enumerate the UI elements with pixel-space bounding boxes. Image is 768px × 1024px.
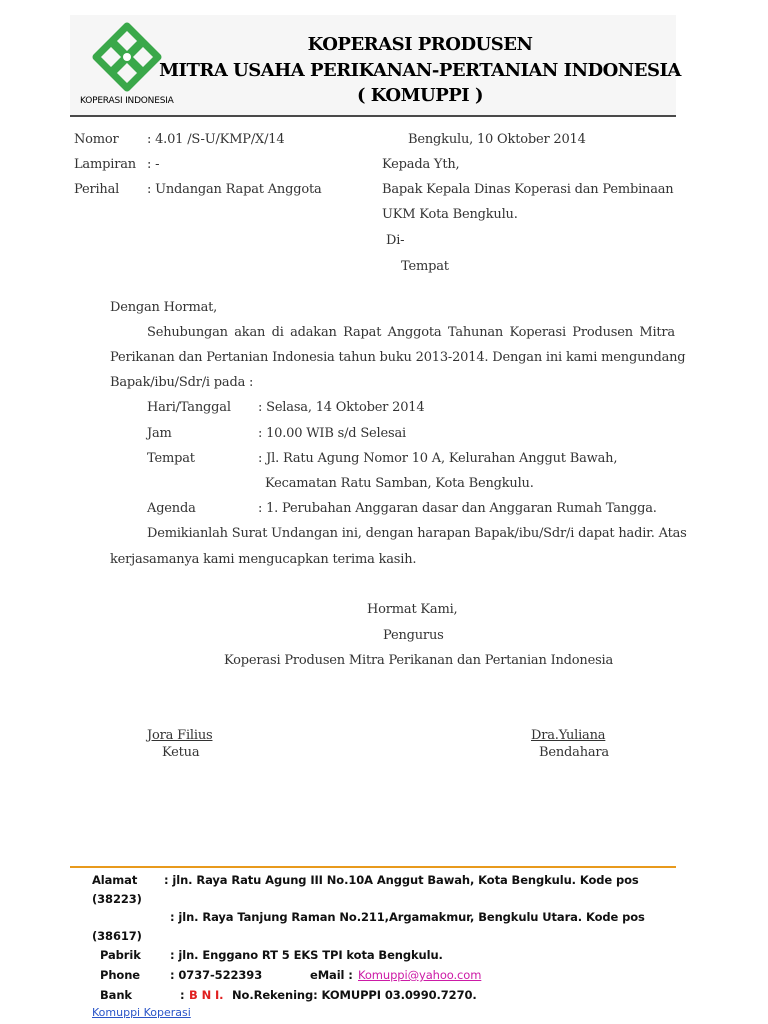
chairman-name: Jora Filius xyxy=(147,728,213,743)
board-label: Pengurus xyxy=(383,628,444,643)
nomor-label: Nomor xyxy=(74,132,119,147)
email-label: eMail : xyxy=(310,968,353,982)
header-divider xyxy=(70,115,676,117)
agenda-label: Agenda xyxy=(147,501,196,516)
nomor-value: : 4.01 /S-U/KMP/X/14 xyxy=(147,132,285,147)
address-line1-postcode: (38223) xyxy=(92,892,142,906)
address-line2-postcode: (38617) xyxy=(92,929,142,943)
org-name: Koperasi Produsen Mitra Perikanan dan Pertanian Indonesia xyxy=(224,653,614,668)
place-label: Tempat xyxy=(147,451,195,466)
day-label: Hari/Tanggal xyxy=(147,400,231,415)
treasurer-name: Dra.Yuliana xyxy=(531,728,606,743)
paragraph1-line2: Perikanan dan Pertanian Indonesia tahun buku 2013-2014. Dengan ini kami mengundang xyxy=(110,350,686,365)
org-title-line2: MITRA USAHA PERIKANAN-PERTANIAN INDONESIA xyxy=(159,60,681,81)
recipient-line2: Bapak Kepala Dinas Koperasi dan Pembinaan xyxy=(382,182,674,197)
lampiran-label: Lampiran xyxy=(74,157,136,172)
treasurer-title: Bendahara xyxy=(539,745,609,760)
bank-name: B N I. xyxy=(189,988,224,1002)
perihal-value: : Undangan Rapat Anggota xyxy=(147,182,322,197)
greeting: Dengan Hormat, xyxy=(110,300,218,315)
paragraph1-line1: Sehubungan akan di adakan Rapat Anggota Tahunan Koperasi Produsen Mitra xyxy=(147,325,675,340)
bank-account: No.Rekening: KOMUPPI 03.0990.7270. xyxy=(232,988,477,1002)
agenda-value: : 1. Perubahan Anggaran dasar dan Anggaran Rumah Tangga. xyxy=(258,501,657,516)
address-line1: : jln. Raya Ratu Agung III No.10A Anggut Bawah, Kota Bengkulu. Kode pos xyxy=(164,873,639,887)
address-line2: : jln. Raya Tanjung Raman No.211,Argamakmur, Bengkulu Utara. Kode pos xyxy=(170,910,645,924)
factory-value: : jln. Enggano RT 5 EKS TPI kota Bengkulu. xyxy=(170,948,443,962)
address-label: Alamat xyxy=(92,873,138,887)
place-value-line2: Kecamatan Ratu Samban, Kota Bengkulu. xyxy=(265,476,534,491)
place-value-line1: : Jl. Ratu Agung Nomor 10 A, Kelurahan Anggut Bawah, xyxy=(258,451,618,466)
logo-caption: KOPERASI INDONESIA xyxy=(80,96,174,106)
time-value: : 10.00 WIB s/d Selesai xyxy=(258,426,406,441)
regards: Hormat Kami, xyxy=(367,602,458,617)
org-title-line3: ( KOMUPPI ) xyxy=(356,85,484,106)
email-link[interactable]: Komuppi@yahoo.com xyxy=(358,968,482,982)
phone-label: Phone xyxy=(100,968,141,982)
recipient-line5: Tempat xyxy=(401,259,449,274)
org-title-line1: KOPERASI PRODUSEN xyxy=(307,34,533,55)
closing-line1: Demikianlah Surat Undangan ini, dengan harapan Bapak/ibu/Sdr/i dapat hadir. Atas xyxy=(147,526,687,541)
time-label: Jam xyxy=(147,426,172,441)
phone-value: : 0737-522393 xyxy=(170,968,263,982)
day-value: : Selasa, 14 Oktober 2014 xyxy=(258,400,425,415)
closing-line2: kerjasamanya kami mengucapkan terima kasih. xyxy=(110,552,417,567)
bank-colon: : xyxy=(180,988,185,1002)
place-date: Bengkulu, 10 Oktober 2014 xyxy=(408,132,586,147)
paragraph1-line3: Bapak/ibu/Sdr/i pada : xyxy=(110,375,254,390)
recipient-line3: UKM Kota Bengkulu. xyxy=(382,207,518,222)
perihal-label: Perihal xyxy=(74,182,120,197)
koperasi-link[interactable]: Komuppi Koperasi xyxy=(92,1006,191,1019)
bank-label: Bank xyxy=(100,988,132,1002)
recipient-line4: Di- xyxy=(386,233,405,248)
chairman-title: Ketua xyxy=(162,745,200,760)
koperasi-logo-icon xyxy=(92,22,162,92)
footer-divider xyxy=(70,866,676,868)
factory-label: Pabrik xyxy=(100,948,141,962)
recipient-line1: Kepada Yth, xyxy=(382,157,460,172)
lampiran-value: : - xyxy=(147,157,160,172)
